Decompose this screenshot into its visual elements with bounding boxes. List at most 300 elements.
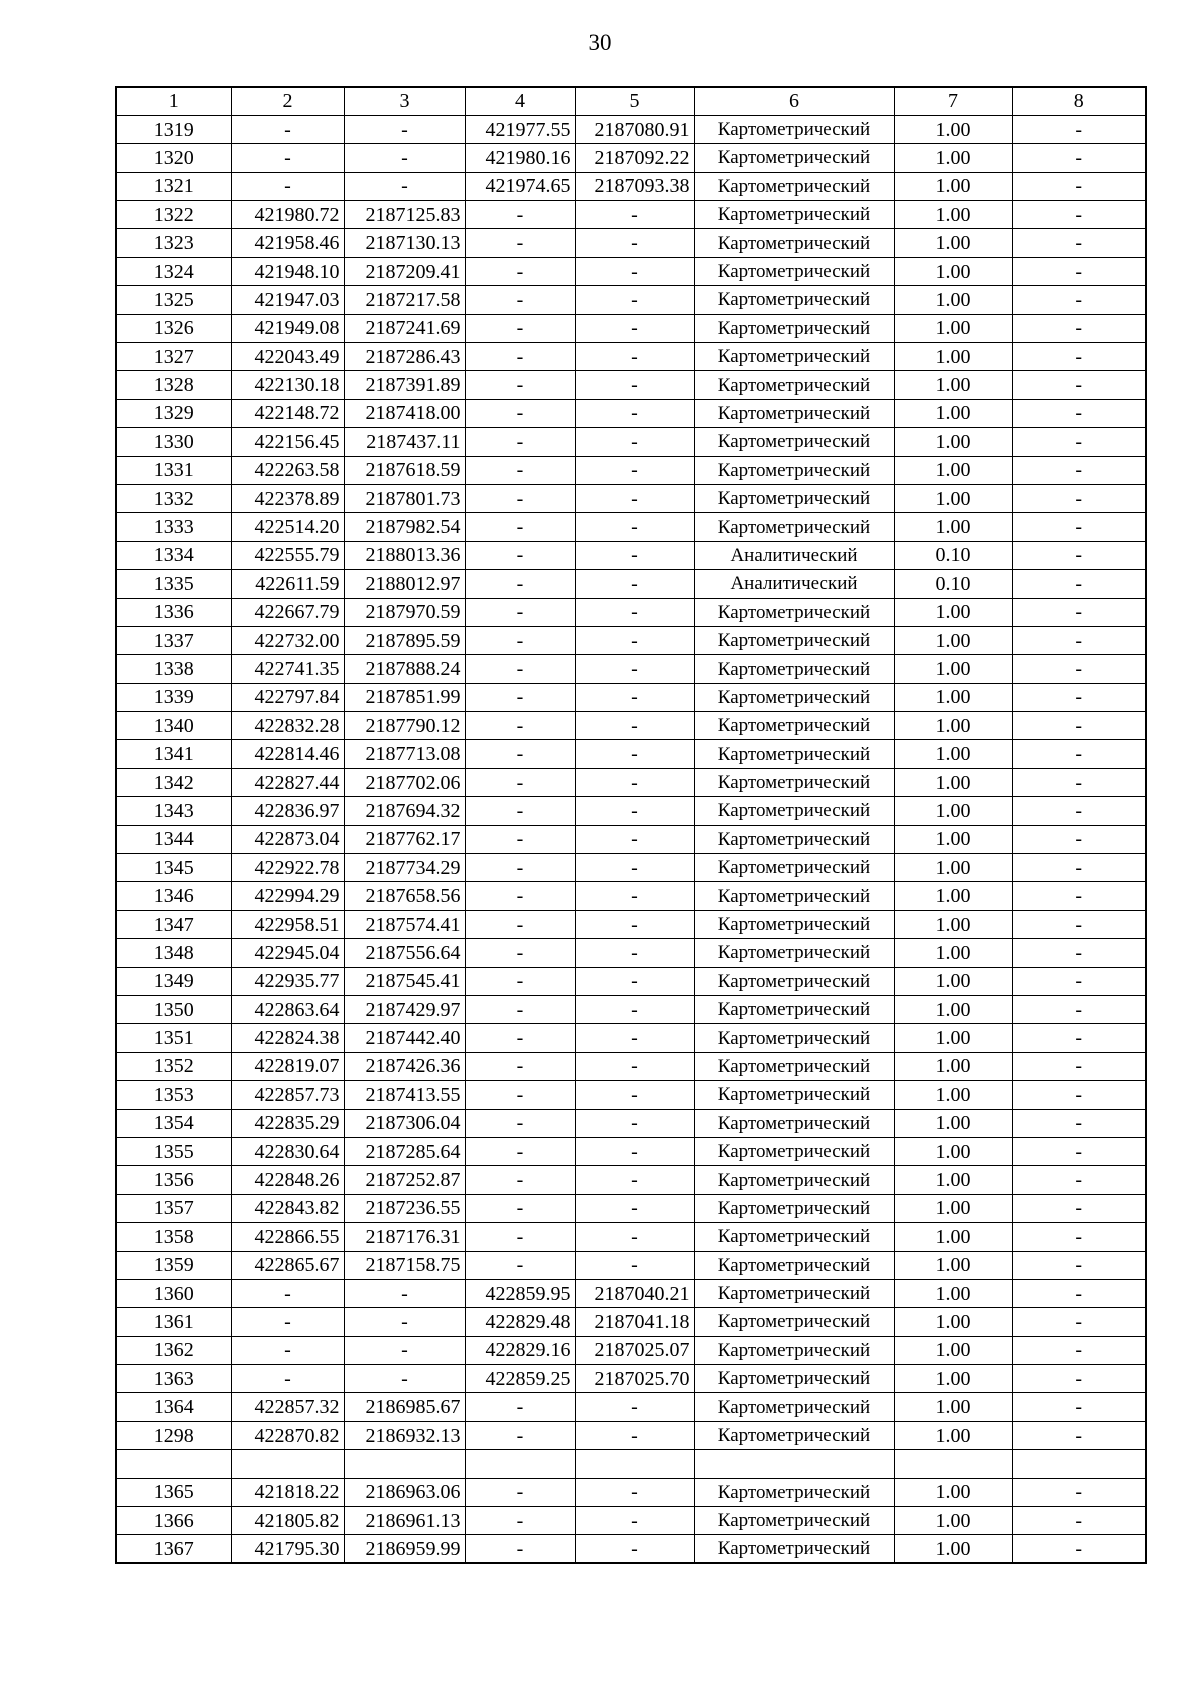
table-row xyxy=(116,882,1146,910)
note-cell: - xyxy=(1012,854,1146,882)
y-coord-alt-cell: 2187080.91 xyxy=(575,115,694,143)
y-coord-alt-cell: - xyxy=(575,967,694,995)
x-coord-cell: 422263.58 xyxy=(231,456,344,484)
x-coord-cell: 422830.64 xyxy=(231,1137,344,1165)
y-coord-cell: 2187306.04 xyxy=(344,1109,465,1137)
point-number-cell: 1330 xyxy=(116,428,231,456)
note-cell: - xyxy=(1012,484,1146,512)
x-coord-alt-cell: - xyxy=(465,1024,575,1052)
accuracy-cell: 1.00 xyxy=(894,1081,1012,1109)
point-number-cell: 1356 xyxy=(116,1166,231,1194)
y-coord-alt-cell: - xyxy=(575,712,694,740)
x-coord-alt-cell: - xyxy=(465,740,575,768)
note-cell: - xyxy=(1012,1279,1146,1307)
y-coord-alt-cell: - xyxy=(575,570,694,598)
y-coord-alt-cell: - xyxy=(575,683,694,711)
y-coord-alt-cell: - xyxy=(575,1166,694,1194)
point-number-cell: 1334 xyxy=(116,541,231,569)
method-cell: Картометрический xyxy=(694,1279,894,1307)
table-row xyxy=(116,484,1146,512)
table-row xyxy=(116,541,1146,569)
table-row xyxy=(116,1223,1146,1251)
table-row xyxy=(116,201,1146,229)
x-coord-cell: 422922.78 xyxy=(231,854,344,882)
y-coord-cell: - xyxy=(344,1365,465,1393)
table-row xyxy=(116,1194,1146,1222)
x-coord-cell: 422819.07 xyxy=(231,1052,344,1080)
y-coord-cell: 2187545.41 xyxy=(344,967,465,995)
note-cell: - xyxy=(1012,1535,1146,1563)
note-cell: - xyxy=(1012,768,1146,796)
accuracy-cell xyxy=(894,1450,1012,1478)
x-coord-alt-cell: - xyxy=(465,996,575,1024)
table-row xyxy=(116,1393,1146,1421)
method-cell: Картометрический xyxy=(694,1137,894,1165)
x-coord-alt-cell: - xyxy=(465,1251,575,1279)
accuracy-cell: 1.00 xyxy=(894,1137,1012,1165)
x-coord-alt-cell xyxy=(465,1450,575,1478)
y-coord-alt-cell: - xyxy=(575,286,694,314)
table-row xyxy=(116,797,1146,825)
note-cell: - xyxy=(1012,1109,1146,1137)
x-coord-alt-cell: - xyxy=(465,541,575,569)
accuracy-cell: 1.00 xyxy=(894,428,1012,456)
point-number-cell: 1335 xyxy=(116,570,231,598)
point-number-cell: 1325 xyxy=(116,286,231,314)
table-row xyxy=(116,854,1146,882)
table-row xyxy=(116,1109,1146,1137)
y-coord-alt-cell: - xyxy=(575,1109,694,1137)
accuracy-cell: 1.00 xyxy=(894,1308,1012,1336)
accuracy-cell: 1.00 xyxy=(894,1507,1012,1535)
method-cell: Картометрический xyxy=(694,144,894,172)
method-cell: Аналитический xyxy=(694,570,894,598)
accuracy-cell: 1.00 xyxy=(894,712,1012,740)
x-coord-alt-cell: - xyxy=(465,1478,575,1506)
table-row xyxy=(116,456,1146,484)
point-number-cell: 1352 xyxy=(116,1052,231,1080)
table-row xyxy=(116,1507,1146,1535)
method-cell: Картометрический xyxy=(694,683,894,711)
x-coord-cell: 422832.28 xyxy=(231,712,344,740)
y-coord-cell: 2187713.08 xyxy=(344,740,465,768)
x-coord-alt-cell: 422829.48 xyxy=(465,1308,575,1336)
x-coord-cell: - xyxy=(231,1279,344,1307)
point-number-cell: 1343 xyxy=(116,797,231,825)
table-row xyxy=(116,1308,1146,1336)
method-cell: Картометрический xyxy=(694,1336,894,1364)
accuracy-cell: 1.00 xyxy=(894,910,1012,938)
note-cell: - xyxy=(1012,428,1146,456)
x-coord-cell: 422797.84 xyxy=(231,683,344,711)
accuracy-cell: 1.00 xyxy=(894,513,1012,541)
x-coord-cell: 422945.04 xyxy=(231,939,344,967)
x-coord-alt-cell: - xyxy=(465,1052,575,1080)
point-number-cell: 1360 xyxy=(116,1279,231,1307)
x-coord-cell: 422873.04 xyxy=(231,825,344,853)
y-coord-alt-cell: - xyxy=(575,1137,694,1165)
accuracy-cell: 1.00 xyxy=(894,229,1012,257)
note-cell: - xyxy=(1012,939,1146,967)
accuracy-cell: 1.00 xyxy=(894,1194,1012,1222)
x-coord-alt-cell: - xyxy=(465,967,575,995)
x-coord-alt-cell: - xyxy=(465,257,575,285)
note-cell: - xyxy=(1012,1081,1146,1109)
y-coord-cell: - xyxy=(344,115,465,143)
accuracy-cell: 0.10 xyxy=(894,541,1012,569)
y-coord-alt-cell: 2187041.18 xyxy=(575,1308,694,1336)
note-cell: - xyxy=(1012,740,1146,768)
point-number-cell: 1361 xyxy=(116,1308,231,1336)
note-cell: - xyxy=(1012,144,1146,172)
note-cell: - xyxy=(1012,229,1146,257)
coordinates-table xyxy=(115,86,1147,1564)
y-coord-alt-cell: - xyxy=(575,910,694,938)
y-coord-cell: 2188013.36 xyxy=(344,541,465,569)
y-coord-cell: 2187130.13 xyxy=(344,229,465,257)
method-cell: Картометрический xyxy=(694,598,894,626)
point-number-cell: 1327 xyxy=(116,343,231,371)
point-number-cell: 1364 xyxy=(116,1393,231,1421)
method-cell: Картометрический xyxy=(694,1166,894,1194)
method-cell: Картометрический xyxy=(694,314,894,342)
y-coord-alt-cell: - xyxy=(575,541,694,569)
note-cell: - xyxy=(1012,1137,1146,1165)
y-coord-cell: 2187556.64 xyxy=(344,939,465,967)
note-cell: - xyxy=(1012,201,1146,229)
x-coord-alt-cell: - xyxy=(465,854,575,882)
y-coord-cell: 2187391.89 xyxy=(344,371,465,399)
y-coord-alt-cell: 2187093.38 xyxy=(575,172,694,200)
method-cell: Картометрический xyxy=(694,910,894,938)
table-header-row xyxy=(116,87,1146,115)
note-cell: - xyxy=(1012,541,1146,569)
method-cell: Картометрический xyxy=(694,939,894,967)
x-coord-cell: 422958.51 xyxy=(231,910,344,938)
x-coord-alt-cell: 422859.25 xyxy=(465,1365,575,1393)
y-coord-cell xyxy=(344,1450,465,1478)
x-coord-cell: 422843.82 xyxy=(231,1194,344,1222)
x-coord-cell: 422994.29 xyxy=(231,882,344,910)
x-coord-alt-cell: - xyxy=(465,825,575,853)
point-number-cell: 1346 xyxy=(116,882,231,910)
y-coord-alt-cell: 2187040.21 xyxy=(575,1279,694,1307)
method-cell: Картометрический xyxy=(694,712,894,740)
table-header-cell: 6 xyxy=(694,87,894,115)
x-coord-alt-cell: - xyxy=(465,768,575,796)
point-number-cell: 1333 xyxy=(116,513,231,541)
method-cell: Картометрический xyxy=(694,740,894,768)
x-coord-alt-cell: - xyxy=(465,712,575,740)
accuracy-cell: 1.00 xyxy=(894,683,1012,711)
x-coord-alt-cell: 421980.16 xyxy=(465,144,575,172)
method-cell: Картометрический xyxy=(694,655,894,683)
accuracy-cell: 1.00 xyxy=(894,1279,1012,1307)
y-coord-alt-cell: - xyxy=(575,854,694,882)
table-row xyxy=(116,1421,1146,1449)
point-number-cell: 1339 xyxy=(116,683,231,711)
y-coord-alt-cell: 2187025.70 xyxy=(575,1365,694,1393)
x-coord-alt-cell: - xyxy=(465,939,575,967)
note-cell: - xyxy=(1012,1194,1146,1222)
method-cell: Картометрический xyxy=(694,1507,894,1535)
x-coord-cell: 421948.10 xyxy=(231,257,344,285)
table-header-cell: 7 xyxy=(894,87,1012,115)
accuracy-cell: 1.00 xyxy=(894,172,1012,200)
point-number-cell: 1332 xyxy=(116,484,231,512)
y-coord-cell: 2187702.06 xyxy=(344,768,465,796)
table-row xyxy=(116,314,1146,342)
x-coord-alt-cell: - xyxy=(465,201,575,229)
note-cell: - xyxy=(1012,1166,1146,1194)
x-coord-cell: - xyxy=(231,172,344,200)
method-cell: Картометрический xyxy=(694,1421,894,1449)
method-cell: Картометрический xyxy=(694,286,894,314)
y-coord-cell: 2186959.99 xyxy=(344,1535,465,1563)
method-cell: Картометрический xyxy=(694,172,894,200)
x-coord-alt-cell: - xyxy=(465,1109,575,1137)
accuracy-cell: 1.00 xyxy=(894,1478,1012,1506)
table-row xyxy=(116,910,1146,938)
x-coord-cell: 422148.72 xyxy=(231,399,344,427)
method-cell: Картометрический xyxy=(694,996,894,1024)
x-coord-cell: - xyxy=(231,144,344,172)
point-number-cell: 1342 xyxy=(116,768,231,796)
method-cell: Картометрический xyxy=(694,456,894,484)
accuracy-cell: 0.10 xyxy=(894,570,1012,598)
table-row xyxy=(116,996,1146,1024)
point-number-cell xyxy=(116,1450,231,1478)
x-coord-alt-cell: - xyxy=(465,797,575,825)
note-cell: - xyxy=(1012,1478,1146,1506)
accuracy-cell: 1.00 xyxy=(894,1166,1012,1194)
y-coord-cell: 2187437.11 xyxy=(344,428,465,456)
accuracy-cell: 1.00 xyxy=(894,286,1012,314)
point-number-cell: 1362 xyxy=(116,1336,231,1364)
method-cell: Картометрический xyxy=(694,1535,894,1563)
accuracy-cell: 1.00 xyxy=(894,1365,1012,1393)
note-cell: - xyxy=(1012,1336,1146,1364)
accuracy-cell: 1.00 xyxy=(894,882,1012,910)
x-coord-cell: 422667.79 xyxy=(231,598,344,626)
y-coord-cell: 2187252.87 xyxy=(344,1166,465,1194)
table-header-cell: 1 xyxy=(116,87,231,115)
table-row xyxy=(116,399,1146,427)
table-row xyxy=(116,626,1146,654)
note-cell: - xyxy=(1012,1052,1146,1080)
table-body xyxy=(116,115,1146,1563)
x-coord-alt-cell: 422859.95 xyxy=(465,1279,575,1307)
x-coord-cell: 422865.67 xyxy=(231,1251,344,1279)
note-cell: - xyxy=(1012,343,1146,371)
y-coord-alt-cell: - xyxy=(575,1478,694,1506)
table-row xyxy=(116,598,1146,626)
table-header-cell: 4 xyxy=(465,87,575,115)
method-cell: Картометрический xyxy=(694,1081,894,1109)
accuracy-cell: 1.00 xyxy=(894,1393,1012,1421)
y-coord-cell: - xyxy=(344,144,465,172)
accuracy-cell: 1.00 xyxy=(894,1052,1012,1080)
accuracy-cell: 1.00 xyxy=(894,1535,1012,1563)
accuracy-cell: 1.00 xyxy=(894,939,1012,967)
table-header-cell: 5 xyxy=(575,87,694,115)
point-number-cell: 1358 xyxy=(116,1223,231,1251)
point-number-cell: 1348 xyxy=(116,939,231,967)
accuracy-cell: 1.00 xyxy=(894,825,1012,853)
accuracy-cell: 1.00 xyxy=(894,1024,1012,1052)
table-row xyxy=(116,1166,1146,1194)
method-cell: Картометрический xyxy=(694,1194,894,1222)
point-number-cell: 1353 xyxy=(116,1081,231,1109)
method-cell: Картометрический xyxy=(694,768,894,796)
method-cell: Картометрический xyxy=(694,967,894,995)
point-number-cell: 1349 xyxy=(116,967,231,995)
table-row xyxy=(116,1450,1146,1478)
point-number-cell: 1351 xyxy=(116,1024,231,1052)
table-row xyxy=(116,1251,1146,1279)
table-row xyxy=(116,1024,1146,1052)
note-cell: - xyxy=(1012,882,1146,910)
method-cell: Картометрический xyxy=(694,371,894,399)
x-coord-cell: 422848.26 xyxy=(231,1166,344,1194)
y-coord-cell: 2188012.97 xyxy=(344,570,465,598)
y-coord-cell: 2186961.13 xyxy=(344,1507,465,1535)
table-row xyxy=(116,967,1146,995)
table-row xyxy=(116,428,1146,456)
y-coord-cell: - xyxy=(344,1279,465,1307)
point-number-cell: 1357 xyxy=(116,1194,231,1222)
table-row xyxy=(116,1052,1146,1080)
table-row xyxy=(116,683,1146,711)
y-coord-alt-cell: 2187025.07 xyxy=(575,1336,694,1364)
accuracy-cell: 1.00 xyxy=(894,655,1012,683)
accuracy-cell: 1.00 xyxy=(894,626,1012,654)
y-coord-cell: 2187888.24 xyxy=(344,655,465,683)
method-cell: Картометрический xyxy=(694,1024,894,1052)
y-coord-cell: 2187217.58 xyxy=(344,286,465,314)
table-row xyxy=(116,229,1146,257)
accuracy-cell: 1.00 xyxy=(894,797,1012,825)
point-number-cell: 1322 xyxy=(116,201,231,229)
y-coord-alt-cell: - xyxy=(575,1421,694,1449)
table-row xyxy=(116,1137,1146,1165)
method-cell: Картометрический xyxy=(694,854,894,882)
coordinates-table-container xyxy=(115,86,1145,1564)
x-coord-cell: 421818.22 xyxy=(231,1478,344,1506)
y-coord-alt-cell: 2187092.22 xyxy=(575,144,694,172)
accuracy-cell: 1.00 xyxy=(894,484,1012,512)
point-number-cell: 1341 xyxy=(116,740,231,768)
y-coord-alt-cell: - xyxy=(575,1393,694,1421)
note-cell: - xyxy=(1012,1507,1146,1535)
y-coord-alt-cell: - xyxy=(575,598,694,626)
point-number-cell: 1365 xyxy=(116,1478,231,1506)
note-cell: - xyxy=(1012,257,1146,285)
point-number-cell: 1359 xyxy=(116,1251,231,1279)
page-number: 30 xyxy=(588,30,612,55)
table-row xyxy=(116,768,1146,796)
x-coord-alt-cell: - xyxy=(465,456,575,484)
y-coord-alt-cell: - xyxy=(575,1507,694,1535)
y-coord-cell: 2187176.31 xyxy=(344,1223,465,1251)
table-header-cell: 3 xyxy=(344,87,465,115)
y-coord-alt-cell: - xyxy=(575,428,694,456)
y-coord-cell: - xyxy=(344,1336,465,1364)
x-coord-cell: 421980.72 xyxy=(231,201,344,229)
point-number-cell: 1344 xyxy=(116,825,231,853)
y-coord-alt-cell: - xyxy=(575,1024,694,1052)
x-coord-alt-cell: - xyxy=(465,1421,575,1449)
y-coord-cell: 2187413.55 xyxy=(344,1081,465,1109)
y-coord-alt-cell: - xyxy=(575,626,694,654)
point-number-cell: 1338 xyxy=(116,655,231,683)
table-row xyxy=(116,257,1146,285)
y-coord-cell: 2187851.99 xyxy=(344,683,465,711)
y-coord-cell: 2186985.67 xyxy=(344,1393,465,1421)
method-cell: Картометрический xyxy=(694,428,894,456)
y-coord-alt-cell: - xyxy=(575,1535,694,1563)
x-coord-alt-cell: - xyxy=(465,314,575,342)
x-coord-alt-cell: - xyxy=(465,1194,575,1222)
y-coord-alt-cell: - xyxy=(575,797,694,825)
method-cell: Картометрический xyxy=(694,1052,894,1080)
note-cell: - xyxy=(1012,513,1146,541)
x-coord-cell: 422611.59 xyxy=(231,570,344,598)
table-row xyxy=(116,1336,1146,1364)
accuracy-cell: 1.00 xyxy=(894,854,1012,882)
x-coord-alt-cell: 421974.65 xyxy=(465,172,575,200)
accuracy-cell: 1.00 xyxy=(894,768,1012,796)
point-number-cell: 1337 xyxy=(116,626,231,654)
y-coord-alt-cell: - xyxy=(575,768,694,796)
y-coord-cell: 2187426.36 xyxy=(344,1052,465,1080)
y-coord-alt-cell: - xyxy=(575,314,694,342)
y-coord-cell: 2187734.29 xyxy=(344,854,465,882)
x-coord-alt-cell: - xyxy=(465,1081,575,1109)
y-coord-cell: 2187970.59 xyxy=(344,598,465,626)
point-number-cell: 1363 xyxy=(116,1365,231,1393)
x-coord-alt-cell: - xyxy=(465,286,575,314)
x-coord-alt-cell: - xyxy=(465,683,575,711)
method-cell: Картометрический xyxy=(694,626,894,654)
x-coord-alt-cell: - xyxy=(465,570,575,598)
method-cell: Картометрический xyxy=(694,399,894,427)
y-coord-alt-cell: - xyxy=(575,201,694,229)
point-number-cell: 1347 xyxy=(116,910,231,938)
method-cell: Картометрический xyxy=(694,1109,894,1137)
table-row xyxy=(116,1081,1146,1109)
y-coord-alt-cell: - xyxy=(575,371,694,399)
x-coord-cell: 422043.49 xyxy=(231,343,344,371)
table-row xyxy=(116,115,1146,143)
x-coord-cell: - xyxy=(231,1336,344,1364)
accuracy-cell: 1.00 xyxy=(894,257,1012,285)
x-coord-alt-cell: - xyxy=(465,626,575,654)
note-cell: - xyxy=(1012,1393,1146,1421)
y-coord-cell: - xyxy=(344,172,465,200)
note-cell: - xyxy=(1012,172,1146,200)
x-coord-alt-cell: - xyxy=(465,428,575,456)
point-number-cell: 1367 xyxy=(116,1535,231,1563)
point-number-cell: 1323 xyxy=(116,229,231,257)
x-coord-cell: 422824.38 xyxy=(231,1024,344,1052)
y-coord-cell: 2187158.75 xyxy=(344,1251,465,1279)
method-cell: Картометрический xyxy=(694,1308,894,1336)
point-number-cell: 1324 xyxy=(116,257,231,285)
table-row xyxy=(116,825,1146,853)
note-cell: - xyxy=(1012,1223,1146,1251)
y-coord-alt-cell: - xyxy=(575,229,694,257)
